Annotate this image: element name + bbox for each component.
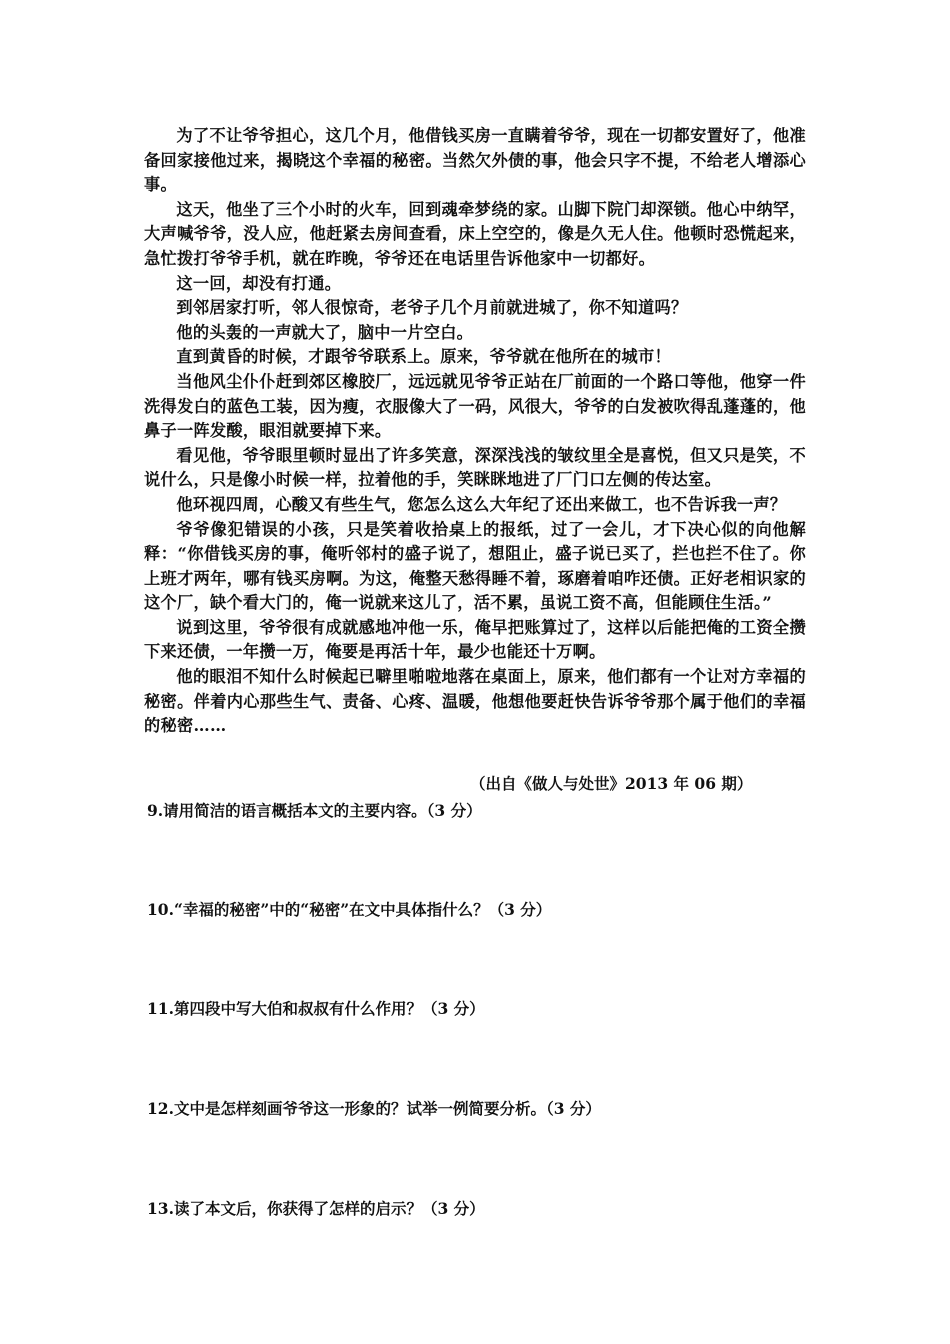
story-paragraph: 直到黄昏的时候，才跟爷爷联系上。原来，爷爷就在他所在的城市！ [176, 347, 672, 367]
story-paragraph: 到邻居家打听，邻人很惊奇，老爷子几个月前就进城了，你不知道吗？ [176, 298, 688, 318]
story-paragraph: 当他风尘仆仆赶到郊区橡胶厂，远远就见爷爷正站在厂前面的一个路口等他，他穿一件洗得发白的蓝色工装，因为瘦，衣服像大了一码，风很大，爷爷的白发被吹得乱蓬蓬的，他鼻子一阵发酸，眼泪就要掉下来。 [144, 371, 806, 441]
story-paragraph: 说到这里，爷爷很有成就感地冲他一乐，俺早把账算过了，这样以后能把俺的工资全攒下来还债，一年攒一万，俺要是再活十年，最少也能还十万啊。 [144, 617, 806, 662]
story-paragraph: 他环视四周，心酸又有些生气，您怎么这么大年纪了还出来做工，也不告诉我一声？ [176, 494, 787, 514]
story-paragraph: 为了不让爷爷担心，这几个月，他借钱买房一直瞒着爷爷，现在一切都安置好了，他准备回家接他过来，揭晓这个幸福的秘密。当然欠外债的事，他会只字不提，不给老人增添心事。 [144, 126, 806, 195]
question-10: 10.“幸福的秘密”中的“秘密”在文中具体指什么？（3 分） [147, 900, 552, 919]
question-9: 9.请用简洁的语言概括本文的主要内容。（3 分） [147, 801, 482, 820]
question-11: 11.第四段中写大伯和叔叔有什么作用？（3 分） [147, 999, 485, 1018]
story-paragraph: 这天，他坐了三个小时的火车，回到魂牵梦绕的家。山脚下院门却深锁。他心中纳罕，大声喊爷爷，没人应，他赶紧去房间查看，床上空空的，像是久无人住。他顿时恐慌起来，急忙拨打爷爷手机，就在昨晚，爷爷还在电话里告诉他家中一切都好。 [144, 199, 806, 268]
story-paragraph: 看见他，爷爷眼里顿时显出了许多笑意，深深浅浅的皱纹里全是喜悦，但又只是笑，不说什么，只是像小时候一样，拉着他的手，笑眯眯地进了厂门口左侧的传达室。 [144, 445, 806, 490]
source-citation: （出自《做人与处世》2013 年 06 期） [470, 774, 753, 793]
question-13: 13.读了本文后，你获得了怎样的启示？（3 分） [147, 1199, 485, 1218]
question-12: 12.文中是怎样刻画爷爷这一形象的？试举一例简要分析。（3 分） [147, 1099, 601, 1118]
story-paragraph: 爷爷像犯错误的小孩，只是笑着收拾桌上的报纸，过了一会儿，才下决心似的向他解释：“你借钱买房的事，俺听邻村的盛子说了，想阻止，盛子说已买了，拦也拦不住了。你上班才两年，哪有钱买房啊。为这，俺整天愁得睡不着，琢磨着咱咋还债。正好老相识家的这个厂，缺个看大门的，俺一说就来这儿了，活不累，虽说工资不高，但能顾住生活。” [144, 519, 806, 613]
story-body [144, 124, 806, 739]
story-paragraph: 这一回，却没有打通。 [176, 273, 342, 293]
story-paragraph: 他的头轰的一声就大了，脑中一片空白。 [176, 322, 474, 342]
story-paragraph: 他的眼泪不知什么时候起已噼里啪啦地落在桌面上，原来，他们都有一个让对方幸福的秘密。伴着内心那些生气、责备、心疼、温暖，他想他要赶快告诉爷爷那个属于他们的幸福的秘密…… [144, 667, 806, 736]
